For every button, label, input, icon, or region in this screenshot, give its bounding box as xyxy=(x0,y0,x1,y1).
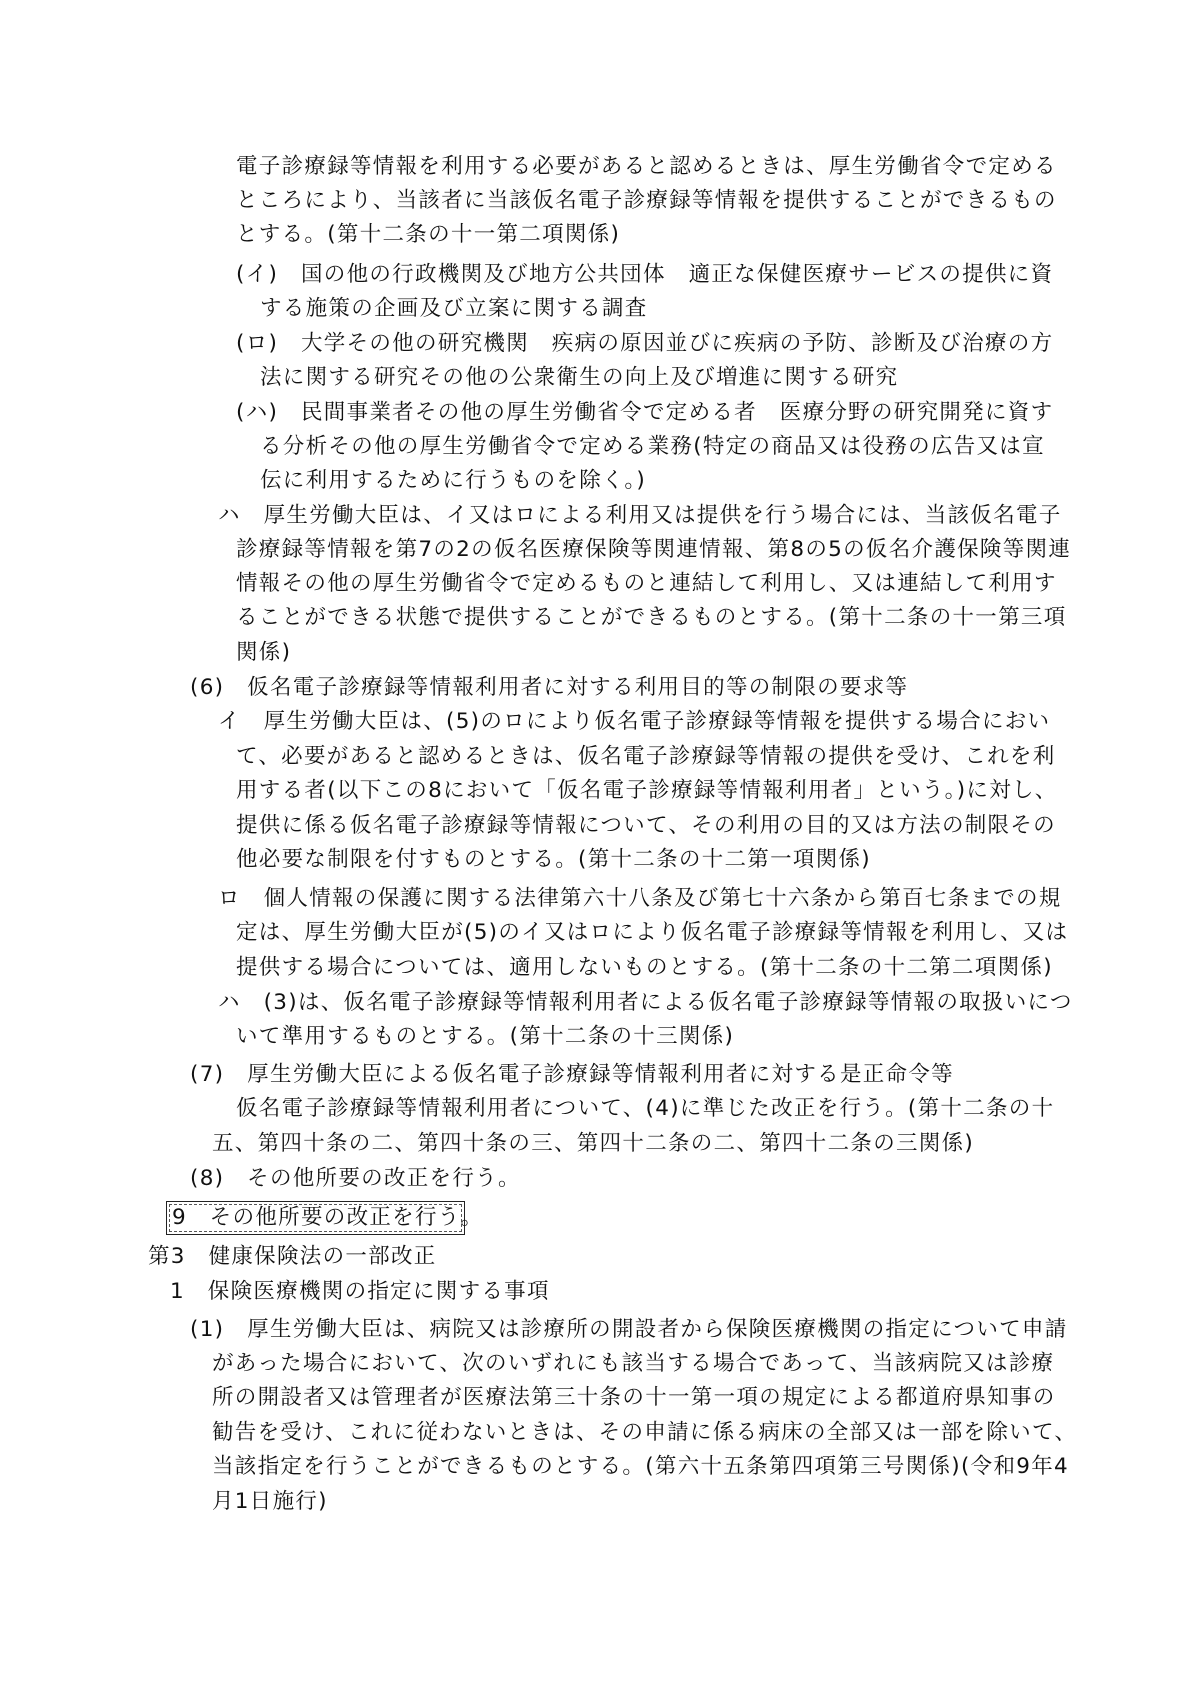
text-line: (イ) 国の他の行政機関及び地方公共団体 適正な保健医療サービスの提供に資 xyxy=(236,262,1054,287)
text-line: て、必要があると認めるときは、仮名電子診療録等情報の提供を受け、これを利 xyxy=(236,744,1056,769)
text-line: (6) 仮名電子診療録等情報利用者に対する利用目的等の制限の要求等 xyxy=(190,675,909,700)
text-line: 他必要な制限を付すものとする。(第十二条の十二第一項関係) xyxy=(236,847,871,872)
text-line: (ハ) 民間事業者その他の厚生労働省令で定める者 医療分野の研究開発に資す xyxy=(236,400,1054,425)
text-line: 仮名電子診療録等情報利用者について、(4)に準じた改正を行う。(第十二条の十 xyxy=(236,1096,1055,1121)
text-line: ハ 厚生労働大臣は、イ又はロによる利用又は提供を行う場合には、当該仮名電子 xyxy=(218,503,1062,528)
text-line: ロ 個人情報の保護に関する法律第六十八条及び第七十六条から第百七条までの規 xyxy=(218,886,1062,911)
text-line: 関係) xyxy=(236,640,292,665)
text-line: 診療録等情報を第7の2の仮名医療保険等関連情報、第8の5の仮名介護保険等関連 xyxy=(236,537,1072,562)
text-line: ハ (3)は、仮名電子診療録等情報利用者による仮名電子診療録等情報の取扱いにつ xyxy=(218,990,1073,1015)
text-line: 9 その他所要の改正を行う。 xyxy=(172,1205,484,1230)
text-line: 情報その他の厚生労働省令で定めるものと連結して利用し、又は連結して利用す xyxy=(236,571,1057,596)
text-line: する施策の企画及び立案に関する調査 xyxy=(260,296,648,321)
text-line: 月1日施行) xyxy=(212,1489,328,1514)
text-line: 所の開設者又は管理者が医療法第三十条の十一第一項の規定による都道府県知事の xyxy=(212,1385,1056,1410)
text-line: 提供する場合については、適用しないものとする。(第十二条の十二第二項関係) xyxy=(236,955,1053,980)
text-line: ところにより、当該者に当該仮名電子診療録等情報を提供することができるもの xyxy=(236,188,1057,213)
text-line: 1 保険医療機関の指定に関する事項 xyxy=(170,1279,550,1304)
text-line: 定は、厚生労働大臣が(5)のイ又はロにより仮名電子診療録等情報を利用し、又は xyxy=(236,920,1069,945)
text-line: 用する者(以下この8において「仮名電子診療録等情報利用者」という。)に対し、 xyxy=(236,778,1058,803)
text-line: 勧告を受け、これに従わないときは、その申請に係る病床の全部又は一部を除いて、 xyxy=(212,1420,1078,1445)
text-line: 当該指定を行うことができるものとする。(第六十五条第四項第三号関係)(令和9年4 xyxy=(212,1454,1070,1479)
text-line: とする。(第十二条の十一第二項関係) xyxy=(236,222,621,247)
text-line: (1) 厚生労働大臣は、病院又は診療所の開設者から保険医療機関の指定について申請 xyxy=(190,1317,1068,1342)
text-line: 電子診療録等情報を利用する必要があると認めるときは、厚生労働省令で定める xyxy=(236,154,1057,179)
text-line: (7) 厚生労働大臣による仮名電子診療録等情報利用者に対する是正命令等 xyxy=(190,1062,954,1087)
text-line: (ロ) 大学その他の研究機関 疾病の原因並びに疾病の予防、診断及び治療の方 xyxy=(236,331,1054,356)
text-line: イ 厚生労働大臣は、(5)のロにより仮名電子診療録等情報を提供する場合におい xyxy=(218,709,1051,734)
text-line: いて準用するものとする。(第十二条の十三関係) xyxy=(236,1024,735,1049)
text-line: 提供に係る仮名電子診療録等情報について、その利用の目的又は方法の制限その xyxy=(236,813,1056,838)
text-line: があった場合において、次のいずれにも該当する場合であって、当該病院又は診療 xyxy=(212,1351,1055,1376)
text-line: (8) その他所要の改正を行う。 xyxy=(190,1166,521,1191)
text-line: 五、第四十条の二、第四十条の三、第四十二条の二、第四十二条の三関係) xyxy=(212,1131,975,1156)
text-line: る分析その他の厚生労働省令で定める業務(特定の商品又は役務の広告又は宣 xyxy=(260,434,1045,459)
text-line: ることができる状態で提供することができるものとする。(第十二条の十一第三項 xyxy=(236,605,1067,630)
text-line: 伝に利用するために行うものを除く。) xyxy=(260,468,647,493)
section-heading: 第3 健康保険法の一部改正 xyxy=(148,1244,437,1269)
text-line: 法に関する研究その他の公衆衛生の向上及び増進に関する研究 xyxy=(260,365,899,390)
